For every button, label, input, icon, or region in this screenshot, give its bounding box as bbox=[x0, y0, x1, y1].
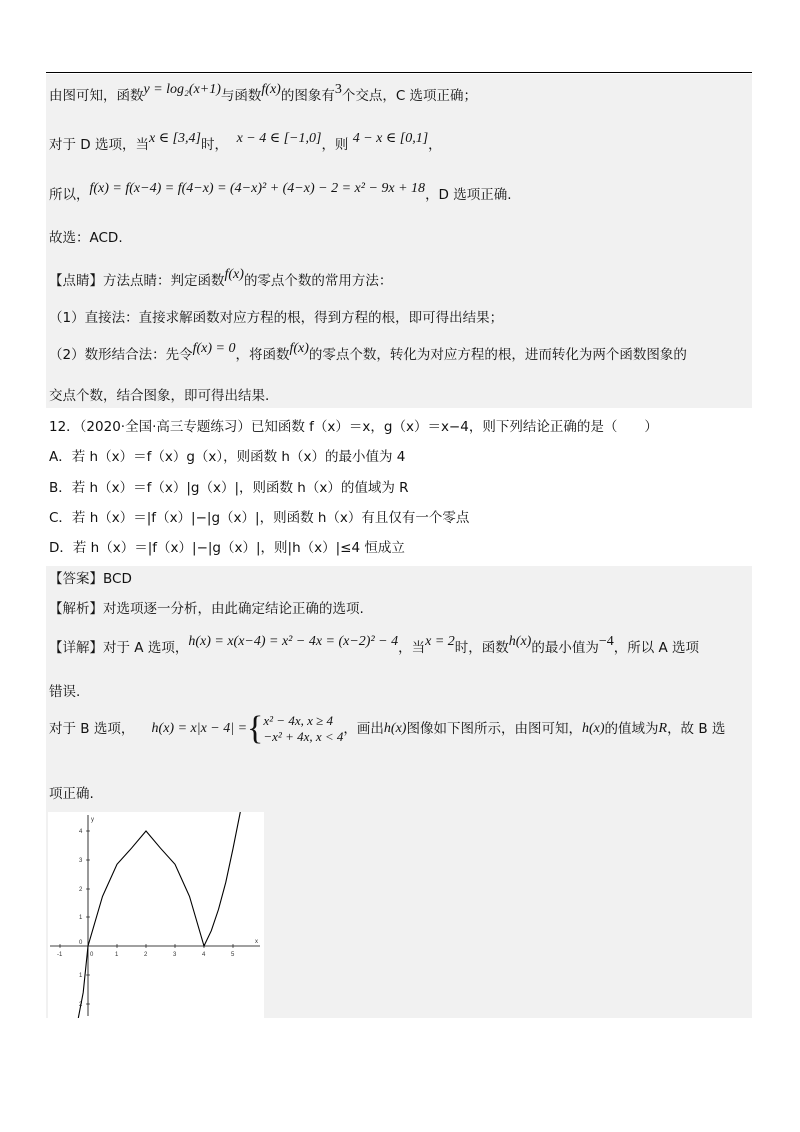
svg-text:3: 3 bbox=[79, 858, 83, 864]
x-tick-labels bbox=[57, 952, 235, 958]
prev-line-2: 对于 D 选项，当x ∈ [3,4]时， x − 4 ∈ [−1,0]，则 4 − x ∈ [0,1]， bbox=[49, 131, 442, 153]
h-curve bbox=[78, 812, 240, 1018]
top-rule bbox=[46, 72, 752, 73]
answer-line: 【答案】BCD bbox=[49, 571, 132, 587]
svg-text:0: 0 bbox=[90, 952, 94, 958]
svg-text:2: 2 bbox=[79, 1002, 83, 1008]
svg-text:-1: -1 bbox=[57, 952, 63, 958]
detail-b-line: 对于 B 选项， h(x) = x|x − 4| ={x² − 4x, x ≥ 4 −x² + 4x, x < 4，画出h(x)图像如下图所示，由图可知，h(x)的值域为R，故 B 选 bbox=[49, 710, 726, 747]
q12-option-b: B．若 h（x）＝f（x）|g（x）|，则函数 h（x）的值域为 R bbox=[49, 480, 409, 496]
piecewise-brace: { bbox=[247, 710, 264, 747]
svg-text:5: 5 bbox=[231, 952, 235, 958]
prev-line-6: （1）直接法：直接求解函数对应方程的根，得到方程的根，即可得出结果； bbox=[49, 310, 504, 326]
svg-text:2: 2 bbox=[144, 952, 148, 958]
svg-text:0: 0 bbox=[79, 940, 83, 946]
y-tick-labels bbox=[79, 829, 83, 1008]
x-axis-label: x bbox=[255, 939, 258, 945]
detail-a-line-2: 错误. bbox=[49, 684, 81, 700]
formula-d: f(x) = f(x−4) = f(4−x) = (4−x)² + (4−x) − 2 = x² − 9x + 18 bbox=[89, 181, 426, 196]
q12-option-d: D．若 h（x）＝|f（x）|−|g（x）|，则|h（x）|≤4 恒成立 bbox=[49, 540, 405, 556]
prev-line-8: 交点个数，结合图象，即可得出结果. bbox=[49, 388, 270, 404]
graph-svg bbox=[48, 812, 264, 1018]
prev-line-5: 【点睛】方法点睛：判定函数f(x)的零点个数的常用方法： bbox=[49, 267, 393, 289]
prev-line-3: 所以，f(x) = f(x−4) = f(4−x) = (4−x)² + (4−x) − 2 = x² − 9x + 18，D 选项正确. bbox=[49, 181, 512, 203]
prev-line-7: （2）数形结合法：先令f(x) = 0，将函数f(x)的零点个数，转化为对应方程的根，进而转化为两个函数图象的 bbox=[49, 341, 687, 363]
y-axis-label: y bbox=[91, 817, 94, 823]
detail-b-line-2: 项正确. bbox=[49, 786, 94, 802]
tick-marks bbox=[60, 831, 233, 1004]
q12-option-c: C．若 h（x）＝|f（x）|−|g（x）|，则函数 h（x）有且仅有一个零点 bbox=[49, 510, 470, 526]
q12-option-a: A．若 h（x）＝f（x）g（x），则函数 h（x）的最小值为 4 bbox=[49, 449, 406, 465]
svg-text:1: 1 bbox=[79, 915, 83, 921]
svg-text:4: 4 bbox=[202, 952, 206, 958]
svg-text:2: 2 bbox=[79, 887, 83, 893]
svg-text:1: 1 bbox=[79, 973, 83, 979]
svg-text:4: 4 bbox=[79, 829, 83, 835]
svg-text:1: 1 bbox=[115, 952, 119, 958]
prev-line-4: 故选：ACD. bbox=[49, 230, 123, 246]
svg-text:3: 3 bbox=[173, 952, 177, 958]
piecewise-cases: x² − 4x, x ≥ 4 −x² + 4x, x < 4 bbox=[263, 713, 344, 744]
function-graph bbox=[48, 812, 264, 1018]
analysis-line: 【解析】对选项逐一分析，由此确定结论正确的选项. bbox=[49, 601, 364, 617]
q12-stem: 12．（2020·全国·高三专题练习）已知函数 f（x）＝x，g（x）＝x−4，则下列结论正确的是（ ） bbox=[49, 419, 658, 435]
formula-log: y = log₂(x+1) bbox=[143, 82, 221, 97]
detail-a-line: 【详解】对于 A 选项，h(x) = x(x−4) = x² − 4x = (x−2)² − 4，当x = 2时，函数h(x)的最小值为−4，所以 A 选项 bbox=[49, 634, 700, 656]
prev-line-1: 由图可知，函数y = log₂(x+1)与函数f(x)的图象有3个交点，C 选项正确； bbox=[49, 82, 478, 104]
